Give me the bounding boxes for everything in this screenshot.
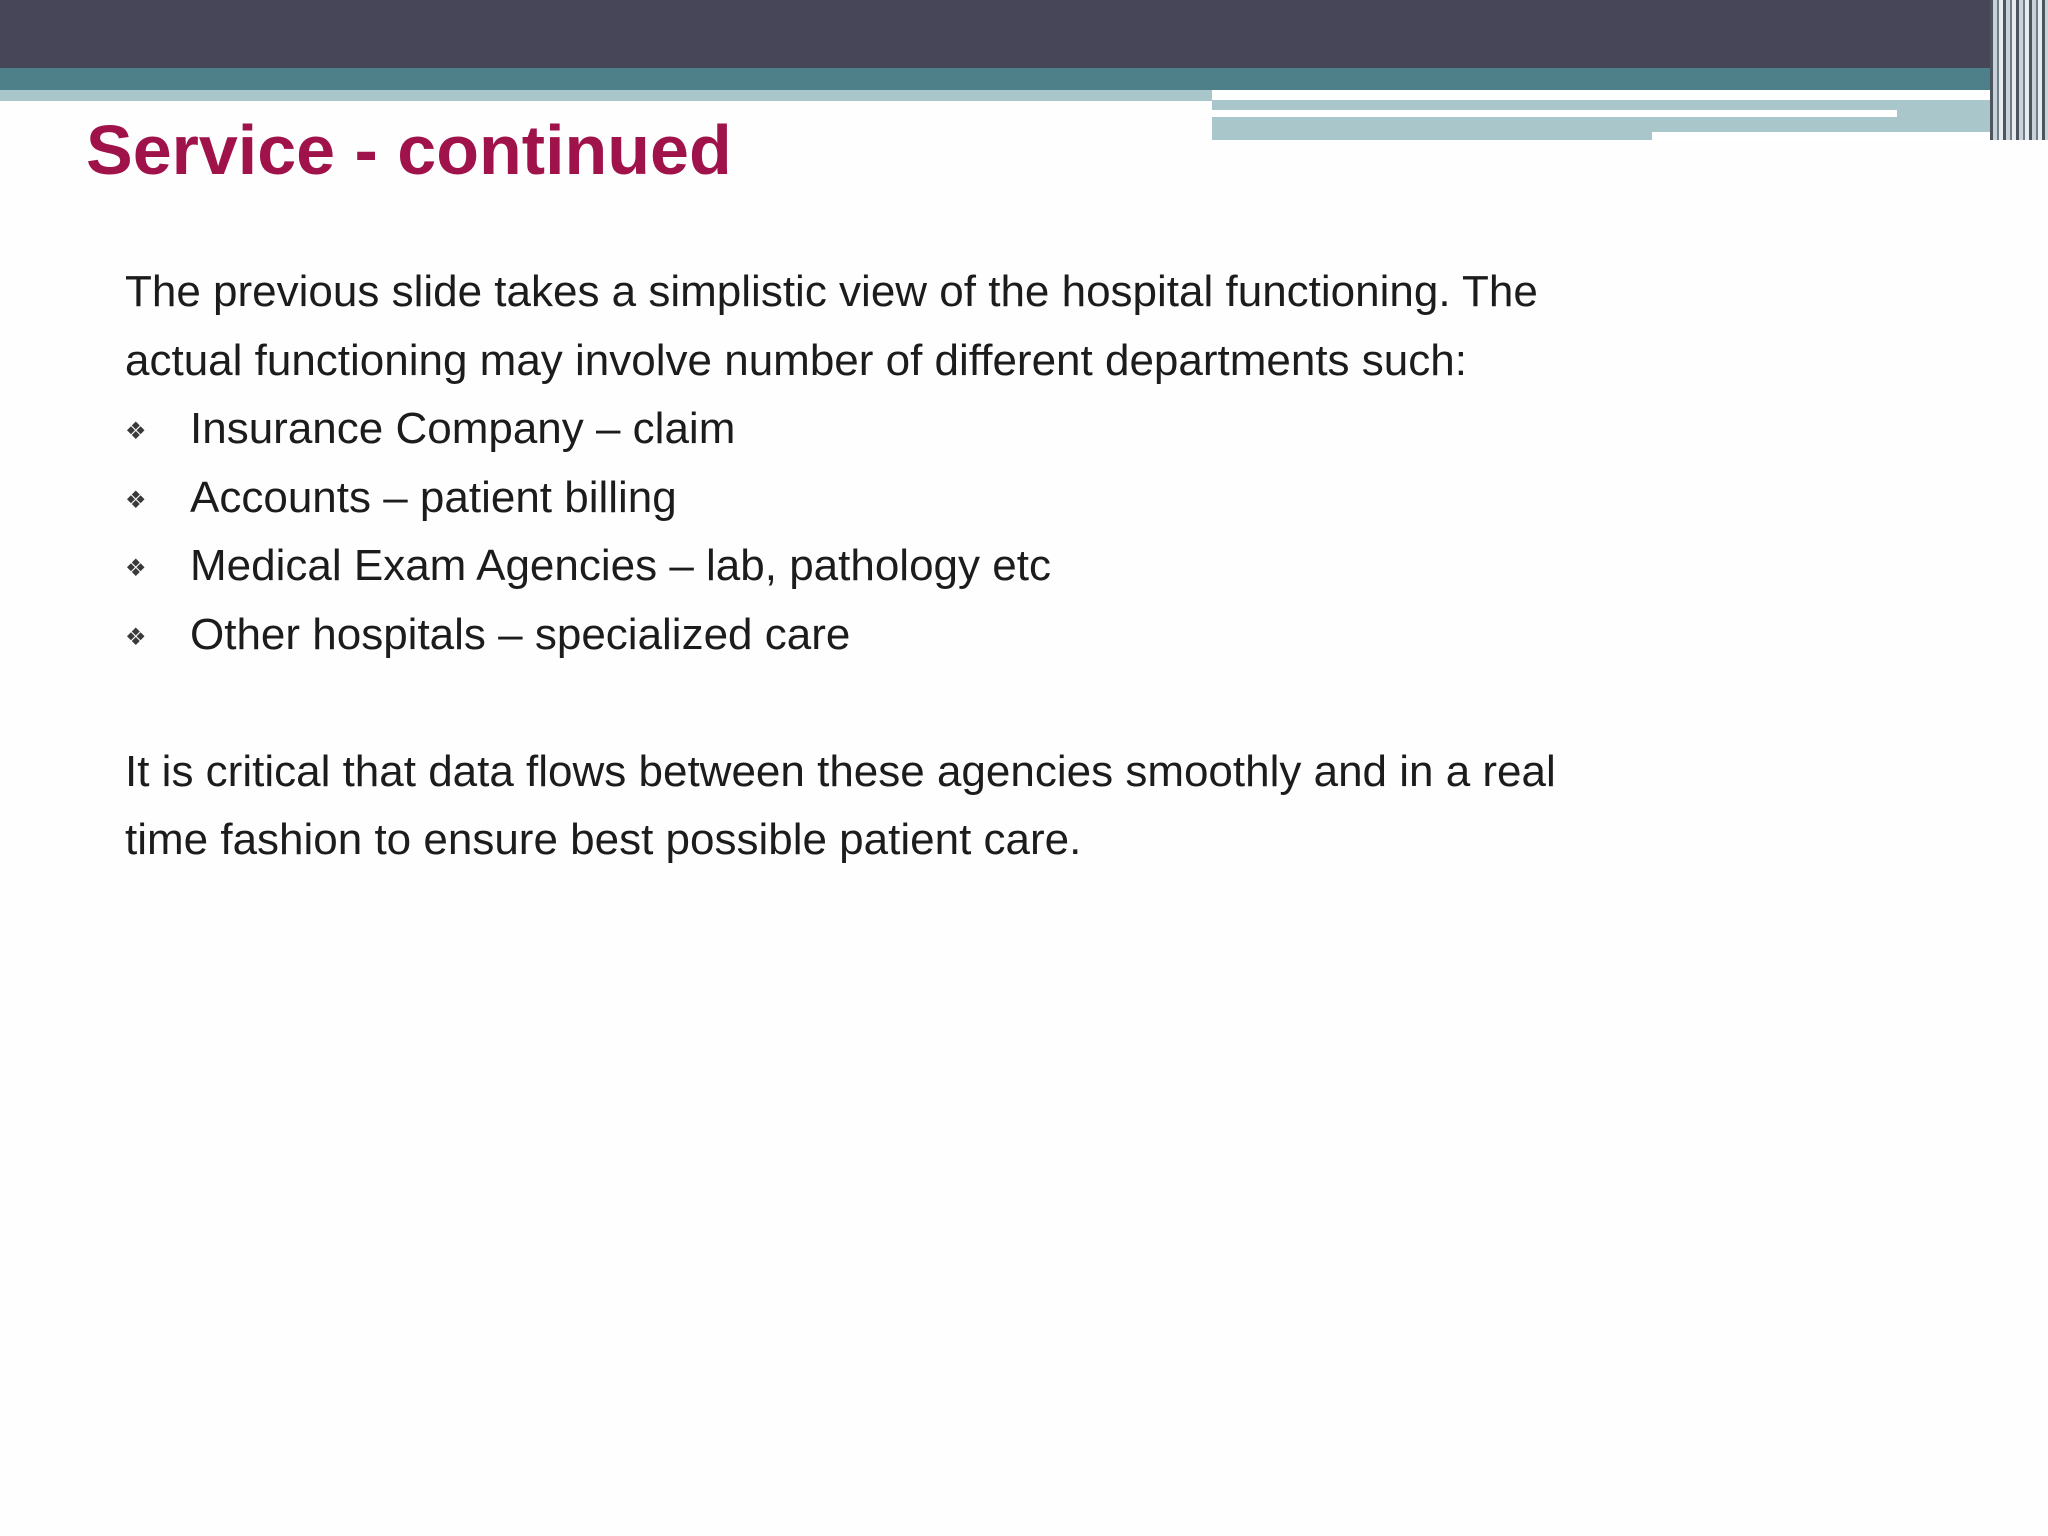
four-diamond-bullet-icon: ❖ xyxy=(125,486,147,514)
header-accent-line-lower xyxy=(1652,132,2008,140)
bullet-text: Accounts – patient billing xyxy=(190,472,677,522)
bullet-list xyxy=(125,395,1625,669)
bullet-text: Medical Exam Agencies – lab, pathology etc xyxy=(190,541,1051,590)
paragraph-spacer xyxy=(125,669,1625,738)
header-bar-teal xyxy=(0,68,2048,90)
list-item xyxy=(125,395,1625,464)
bullet-text: Insurance Company – claim xyxy=(190,404,736,453)
slide-body xyxy=(125,258,1625,875)
bullet-text: Other hospitals – specialized care xyxy=(190,609,851,659)
header-accent-line xyxy=(1212,110,1897,117)
list-item xyxy=(125,464,1625,533)
four-diamond-bullet-icon: ❖ xyxy=(125,418,147,445)
list-item xyxy=(125,532,1625,601)
header-edge-stripes xyxy=(1990,0,2048,140)
header-accent-left xyxy=(0,90,1212,101)
four-diamond-bullet-icon: ❖ xyxy=(125,555,147,582)
closing-paragraph: It is critical that data flows between these agencies smoothly and in a real time fashion to ensure best possible patient care. xyxy=(125,746,1556,864)
list-item xyxy=(125,601,1625,670)
four-diamond-bullet-icon: ❖ xyxy=(125,623,147,651)
intro-paragraph: The previous slide takes a simplistic view of the hospital functioning. The actual functioning may involve number of different departments such: xyxy=(125,267,1538,385)
slide-title: Service - continued xyxy=(86,111,732,189)
header-bar-dark xyxy=(0,0,2048,68)
